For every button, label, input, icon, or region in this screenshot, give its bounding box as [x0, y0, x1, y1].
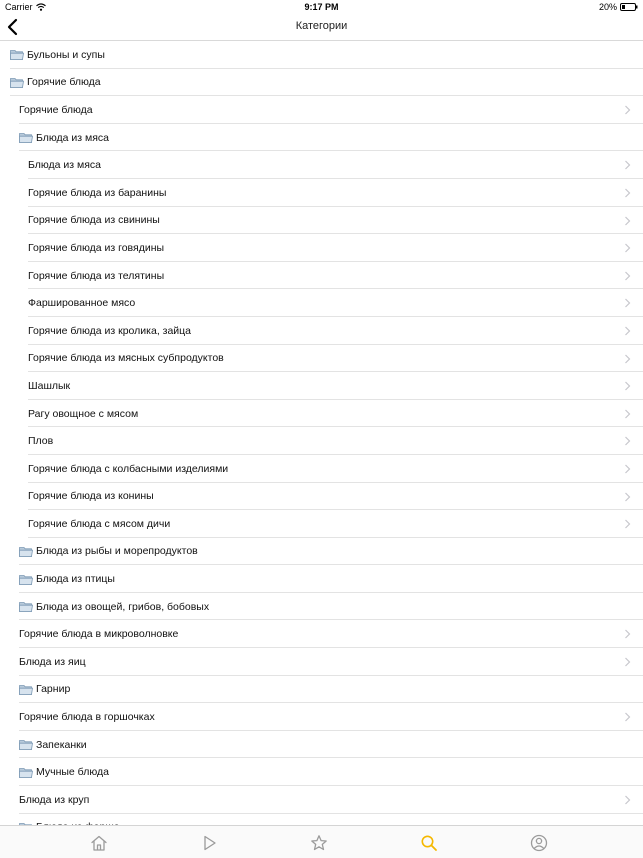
chevron-right-icon	[624, 354, 631, 364]
home-icon[interactable]	[90, 834, 108, 852]
row-label: Блюда из птицы	[36, 573, 115, 586]
category-row[interactable]	[0, 703, 643, 731]
chevron-right-icon	[624, 629, 631, 639]
category-row[interactable]	[0, 96, 643, 124]
folder-row[interactable]	[0, 124, 643, 152]
folder-icon	[19, 684, 33, 695]
row-label: Мучные блюда	[36, 766, 109, 779]
folder-icon	[19, 739, 33, 750]
category-row[interactable]	[0, 620, 643, 648]
row-label: Блюда из яиц	[19, 655, 86, 668]
category-row[interactable]	[0, 648, 643, 676]
carrier-label: Carrier	[5, 2, 33, 12]
row-label: Горячие блюда из свинины	[28, 214, 160, 227]
chevron-right-icon	[624, 436, 631, 446]
category-row[interactable]	[0, 234, 643, 262]
folder-row[interactable]	[0, 731, 643, 759]
category-row[interactable]	[0, 455, 643, 483]
row-label: Горячие блюда из говядины	[28, 241, 165, 254]
folder-icon	[19, 601, 33, 612]
category-row[interactable]	[0, 179, 643, 207]
folder-icon	[10, 49, 24, 60]
chevron-right-icon	[624, 105, 631, 115]
chevron-right-icon	[624, 492, 631, 502]
row-label: Горячие блюда из телятины	[28, 269, 165, 282]
folder-icon	[19, 574, 33, 585]
category-row[interactable]	[0, 289, 643, 317]
category-list[interactable]	[0, 41, 643, 825]
category-row[interactable]	[0, 317, 643, 345]
row-label: Горячие блюда в горшочках	[19, 711, 155, 724]
row-label: Блюда из круп	[19, 793, 90, 806]
folder-row[interactable]	[0, 758, 643, 786]
page-title: Категории	[295, 20, 348, 32]
row-label: Горячие блюда	[27, 76, 101, 89]
chevron-right-icon	[624, 326, 631, 336]
row-label: Блюда из мяса	[36, 131, 110, 144]
chevron-right-icon	[624, 188, 631, 198]
chevron-right-icon	[624, 519, 631, 529]
row-label: Рагу овощное с мясом	[28, 407, 139, 420]
chevron-right-icon	[624, 409, 631, 419]
folder-icon	[19, 767, 33, 778]
clock: 9:17 PM	[304, 2, 339, 12]
row-label: Горячие блюда из кролика, зайца	[28, 324, 192, 337]
row-label: Горячие блюда с колбасными изделиями	[28, 462, 229, 475]
folder-row[interactable]	[0, 593, 643, 621]
battery-icon	[620, 3, 638, 11]
battery-percent: 20%	[598, 2, 617, 12]
chevron-right-icon	[624, 381, 631, 391]
chevron-right-icon	[624, 795, 631, 805]
category-row[interactable]	[0, 510, 643, 538]
chevron-right-icon	[624, 243, 631, 253]
row-label: Горячие блюда из конины	[28, 490, 154, 503]
category-row[interactable]	[0, 207, 643, 235]
row-label: Блюда из мяса	[28, 159, 102, 172]
category-row[interactable]	[0, 427, 643, 455]
navigation-bar	[0, 14, 643, 41]
play-icon[interactable]	[200, 834, 218, 852]
row-label: Плов	[28, 435, 54, 448]
category-row[interactable]	[0, 372, 643, 400]
row-label: Блюда из рыбы и морепродуктов	[36, 545, 198, 558]
row-label: Фаршированное мясо	[28, 297, 136, 310]
folder-icon	[10, 77, 24, 88]
profile-icon[interactable]	[530, 834, 548, 852]
category-row[interactable]	[0, 151, 643, 179]
category-row[interactable]	[0, 786, 643, 814]
search-icon[interactable]	[420, 834, 438, 852]
chevron-right-icon	[624, 712, 631, 722]
tab-bar	[0, 825, 643, 858]
folder-icon	[19, 546, 33, 557]
status-bar	[0, 0, 643, 14]
row-label: Бульоны и супы	[27, 48, 105, 61]
row-label: Горячие блюда из мясных субпродуктов	[28, 352, 224, 365]
row-label: Горячие блюда в микроволновке	[19, 628, 179, 641]
row-label: Блюда из овощей, грибов, бобовых	[36, 600, 210, 613]
category-row[interactable]	[0, 483, 643, 511]
folder-icon	[19, 132, 33, 143]
folder-row[interactable]	[0, 41, 643, 69]
row-label: Горячие блюда из баранины	[28, 186, 167, 199]
row-label: Горячие блюда	[19, 103, 93, 116]
row-label: Запеканки	[36, 738, 87, 751]
folder-row[interactable]	[0, 69, 643, 97]
chevron-right-icon	[624, 657, 631, 667]
row-label: Горячие блюда с мясом дичи	[28, 517, 171, 530]
chevron-right-icon	[624, 271, 631, 281]
row-label: Гарнир	[36, 683, 71, 696]
battery-indicator	[599, 2, 638, 12]
category-row[interactable]	[0, 262, 643, 290]
chevron-right-icon	[624, 216, 631, 226]
chevron-right-icon	[624, 464, 631, 474]
star-icon[interactable]	[310, 834, 328, 852]
chevron-right-icon	[624, 298, 631, 308]
folder-row[interactable]	[0, 538, 643, 566]
category-row[interactable]	[0, 400, 643, 428]
row-label: Шашлык	[28, 379, 71, 392]
chevron-right-icon	[624, 160, 631, 170]
category-row[interactable]	[0, 345, 643, 373]
folder-row[interactable]	[0, 676, 643, 704]
folder-row[interactable]	[0, 565, 643, 593]
